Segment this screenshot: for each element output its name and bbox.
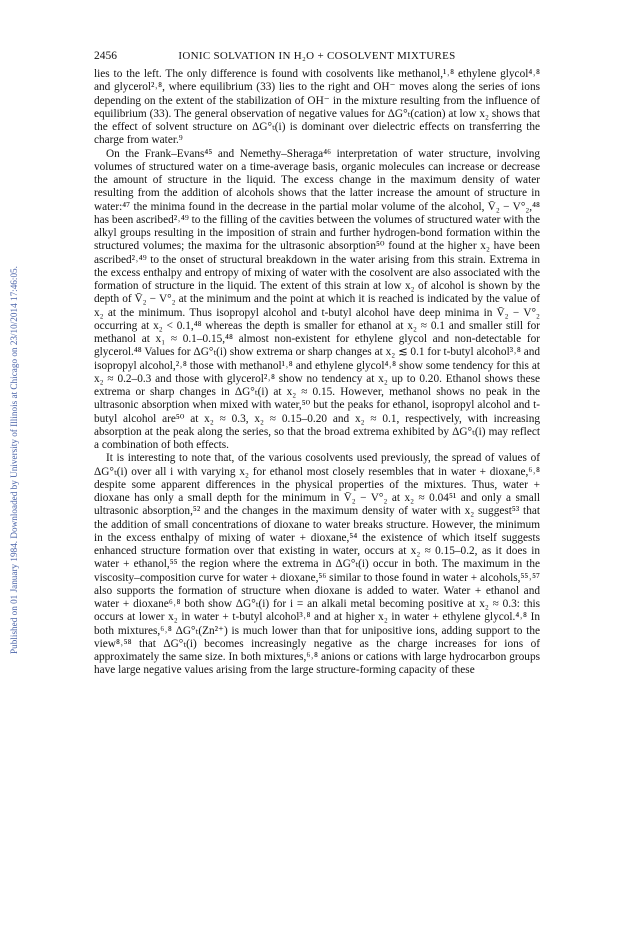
watermark-text: Published on 01 January 1984. Downloaded by University of Illinois at Chicago on 23/10/2014 17:46:05.	[9, 266, 19, 654]
running-title: IONIC SOLVATION IN H₂O + COSOLVENT MIXTURES	[178, 50, 456, 62]
paragraph-3: It is interesting to note that, of the various cosolvents used previously, the spread of values of ΔG°ₜ(i) over all i with varying x₂ for ethanol most closely resembles that in water + dioxane,⁶˒⁸ despite some apparent differences in the physical properties of the mixtures. Thus, water + dioxane has only a small depth for the minimum in V̄₂ − V°₂ at x₂ ≈ 0.04⁵¹ and only a small ultrasonic absorption,⁵² and the changes in the maximum density of water with x₂ suggest⁵³ that the addition of small concentrations of dioxane to water breaks structure. However, the minimum in the excess enthalpy of mixing of water + dioxane,⁵⁴ the existence of which itself suggests enhanced structure formation over that existing in water, occurs at x₂ ≈ 0.15–0.2, as it does in water + ethanol,⁵⁵ the region where the extrema in ΔG°ₜ(i) occur in both. The maximum in the viscosity–composition curve for water + dioxane,⁵⁶ similar to those found in water + alcohols,⁵⁵˒⁵⁷ also supports the formation of structure when dioxane is added to water. Water + ethanol and water + dioxane⁶˒⁸ both show ΔG°ₜ(i) for i = an alkali metal becoming positive at x₂ ≈ 0.3: this occurs at lower x₂ in water + t-butyl alcohol³˒⁸ and at higher x₂ in water + ethylene glycol.⁴˒⁸ In both mixtures,⁶˒⁸ ΔG°ₜ(Zn²⁺) is much lower than that for unipositive ions, adding support to the view⁸˒⁵⁸ that ΔG°ₜ(i) becomes increasingly negative as the charge increases for ions of approximately the same size. In both mixtures,⁶˒⁸ anions or cations with large hydrocarbon groups have large negative values arising from the large structure-forming capacity of these	[94, 452, 540, 677]
page-header	[94, 50, 540, 66]
download-watermark	[0, 40, 28, 880]
paragraph-1: lies to the left. The only difference is found with cosolvents like methanol,¹˒⁸ ethylene glycol⁴˒⁸ and glycerol²˒⁸, where equilibrium (33) lies to the right and OH⁻ moves along the series of ions depending on the extent of the stabilization of OH⁻ in the mixture resulting from the influence of equilibrium (33). The general observation of negative values for ΔG°ₜ(cation) at low x₂ shows that the effect of solvent structure on ΔG°ₜ(i) is dominant over dielectric effects on transferring the charge from water.⁹	[94, 68, 540, 147]
page-number: 2456	[94, 50, 117, 62]
paragraph-2: On the Frank–Evans⁴⁵ and Nemethy–Sheraga⁴⁶ interpretation of water structure, involving volumes of structured water on a time-average basis, organic molecules can increase or decrease the amount of structure in the liquid. The excess change in the maximum density of water resulting from the addition of alcohols shows that the latter increase the amount of structure in water:⁴⁷ the minima found in the decrease in the partial molar volume of the alcohol, V̄₂ − V°₂,⁴⁸ has been ascribed²˒⁴⁹ to the filling of the cavities between the volumes of structured water with the alkyl groups resulting in the imposition of strain and further hydrogen-bond formation within the structured volumes; the maxima for the ultrasonic absorption⁵⁰ found at the higher x₂ have been ascribed²˒⁴⁹ to the onset of structural breakdown in the water arising from this strain. Extrema in the excess enthalpy and entropy of mixing of water with the cosolvent are also associated with the formation of structure in the liquid. The extent of this strain at low x₂ of alcohol is shown by the depth of V̄₂ − V°₂ at the minimum and the point at which it is reached is indicated by the value of x₂ at the minimum. Thus isopropyl alcohol and t-butyl alcohol have deep minima in V̄₂ − V°₂ occurring at x₂ < 0.1,⁴⁸ whereas the depth is smaller for ethanol at x₂ ≈ 0.1 and smaller still for methanol at x₁ ≈ 0.1–0.15,⁴⁸ almost non-existent for ethylene glycol and non-detectable for glycerol.⁴⁸ Values for ΔG°ₜ(i) show extrema or sharp changes at x₂ ≲ 0.1 for t-butyl alcohol³˒⁸ and isopropyl alcohol,²˒⁸ those with methanol¹˒⁸ and ethylene glycol⁴˒⁸ show some tendency for this at x₂ ≈ 0.2–0.3 and those with glycerol²˒⁸ show no tendency at x₂ up to 0.20. Ethanol shows these extrema or sharp changes in ΔG°ₜ(i) at x₂ ≈ 0.15. However, methanol shows no peak in the ultrasonic absorption when mixed with water,⁵⁰ but the peaks for ethanol, isopropyl alcohol and t-butyl alcohol are⁵⁰ at x₂ ≈ 0.3, x₂ ≈ 0.15–0.20 and x₂ ≈ 0.1, respectively, with increasing absorption at the peak along the series, so that the broad extrema exhibited by ΔG°ₜ(i) may reflect a combination of both effects.	[94, 147, 540, 451]
article-body	[94, 68, 540, 678]
